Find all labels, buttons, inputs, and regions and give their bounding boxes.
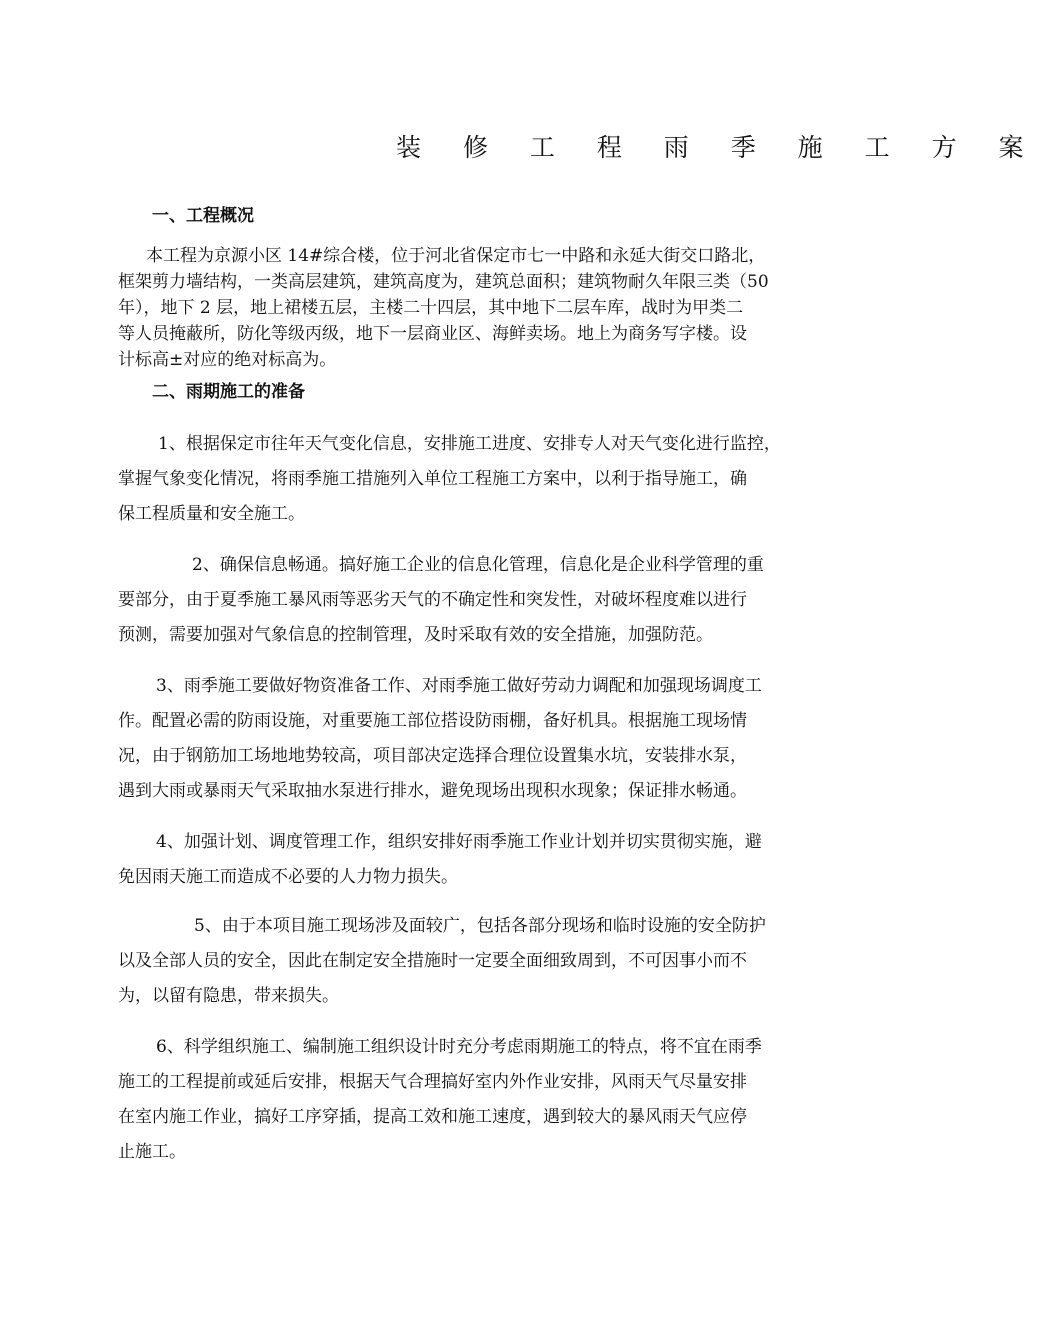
- preparation-item-5: [118, 909, 840, 1014]
- paragraph-line: 况，由于钢筋加工场地地势较高，项目部决定选择合理位设置集水坑，安装排水泵，: [118, 746, 747, 766]
- paragraph-line: 本工程为京源小区 14#综合楼，位于河北省保定市七一中路和永延大街交口路北，: [146, 246, 766, 266]
- paragraph-line: 要部分，由于夏季施工暴风雨等恶劣天气的不确定性和突发性，对破坏程度难以进行: [118, 590, 747, 610]
- paragraph-line: 掌握气象变化情况，将雨季施工措施列入单位工程施工方案中，以利于指导施工，确: [118, 469, 747, 489]
- preparation-item-4: [118, 825, 840, 895]
- paragraph-line: 1、根据保定市往年天气变化信息，安排施工进度、安排专人对天气变化进行监控，: [158, 434, 781, 454]
- preparation-item-2: [118, 548, 840, 653]
- paragraph-line: 框架剪力墙结构，一类高层建筑，建筑高度为，建筑总面积；建筑物耐久年限三类（50: [118, 272, 769, 292]
- preparation-item-1: [118, 427, 840, 532]
- paragraph-line: 免因雨天施工而造成不必要的人力物力损失。: [118, 867, 458, 887]
- preparation-item-6: [118, 1030, 840, 1170]
- paragraph-line: 等人员掩蔽所，防化等级丙级，地下一层商业区、海鲜卖场。地上为商务写字楼。设: [118, 324, 747, 344]
- preparation-item-3: [118, 669, 840, 809]
- overview-paragraph: [118, 243, 840, 373]
- paragraph-line: 保工程质量和安全施工。: [118, 504, 305, 524]
- paragraph-line: 年），地下 2 层，地上裙楼五层，主楼二十四层，其中地下二层车库，战时为甲类二: [118, 298, 744, 318]
- paragraph-line: 3、雨季施工要做好物资准备工作、对雨季施工做好劳动力调配和加强现场调度工: [156, 676, 762, 696]
- section-heading-preparation: 二、雨期施工的准备: [152, 382, 305, 402]
- paragraph-line: 计标高±对应的绝对标高为。: [118, 350, 337, 370]
- paragraph-line: 遇到大雨或暴雨天气采取抽水泵进行排水，避免现场出现积水现象；保证排水畅通。: [118, 781, 747, 801]
- paragraph-line: 作。配置必需的防雨设施，对重要施工部位搭设防雨棚，备好机具。根据施工现场情: [118, 711, 747, 731]
- paragraph-line: 为，以留有隐患，带来损失。: [118, 986, 339, 1006]
- paragraph-line: 6、科学组织施工、编制施工组织设计时充分考虑雨期施工的特点，将不宜在雨季: [156, 1037, 762, 1057]
- paragraph-line: 2、确保信息畅通。搞好施工企业的信息化管理，信息化是企业科学管理的重: [192, 555, 764, 575]
- paragraph-line: 施工的工程提前或延后安排，根据天气合理搞好室内外作业安排，风雨天气尽量安排: [118, 1072, 747, 1092]
- document-title: 装 修 工 程 雨 季 施 工 方 案: [396, 133, 1041, 162]
- paragraph-line: 在室内施工作业，搞好工序穿插，提高工效和施工速度，遇到较大的暴风雨天气应停: [118, 1107, 747, 1127]
- paragraph-line: 止施工。: [118, 1142, 186, 1162]
- paragraph-line: 预测，需要加强对气象信息的控制管理，及时采取有效的安全措施，加强防范。: [118, 625, 713, 645]
- paragraph-line: 5、由于本项目施工现场涉及面较广，包括各部分现场和临时设施的安全防护: [194, 916, 766, 936]
- paragraph-line: 4、加强计划、调度管理工作，组织安排好雨季施工作业计划并切实贯彻实施，避: [156, 832, 762, 852]
- section-heading-overview: 一、工程概况: [152, 206, 254, 226]
- paragraph-line: 以及全部人员的安全，因此在制定安全措施时一定要全面细致周到，不可因事小而不: [118, 951, 747, 971]
